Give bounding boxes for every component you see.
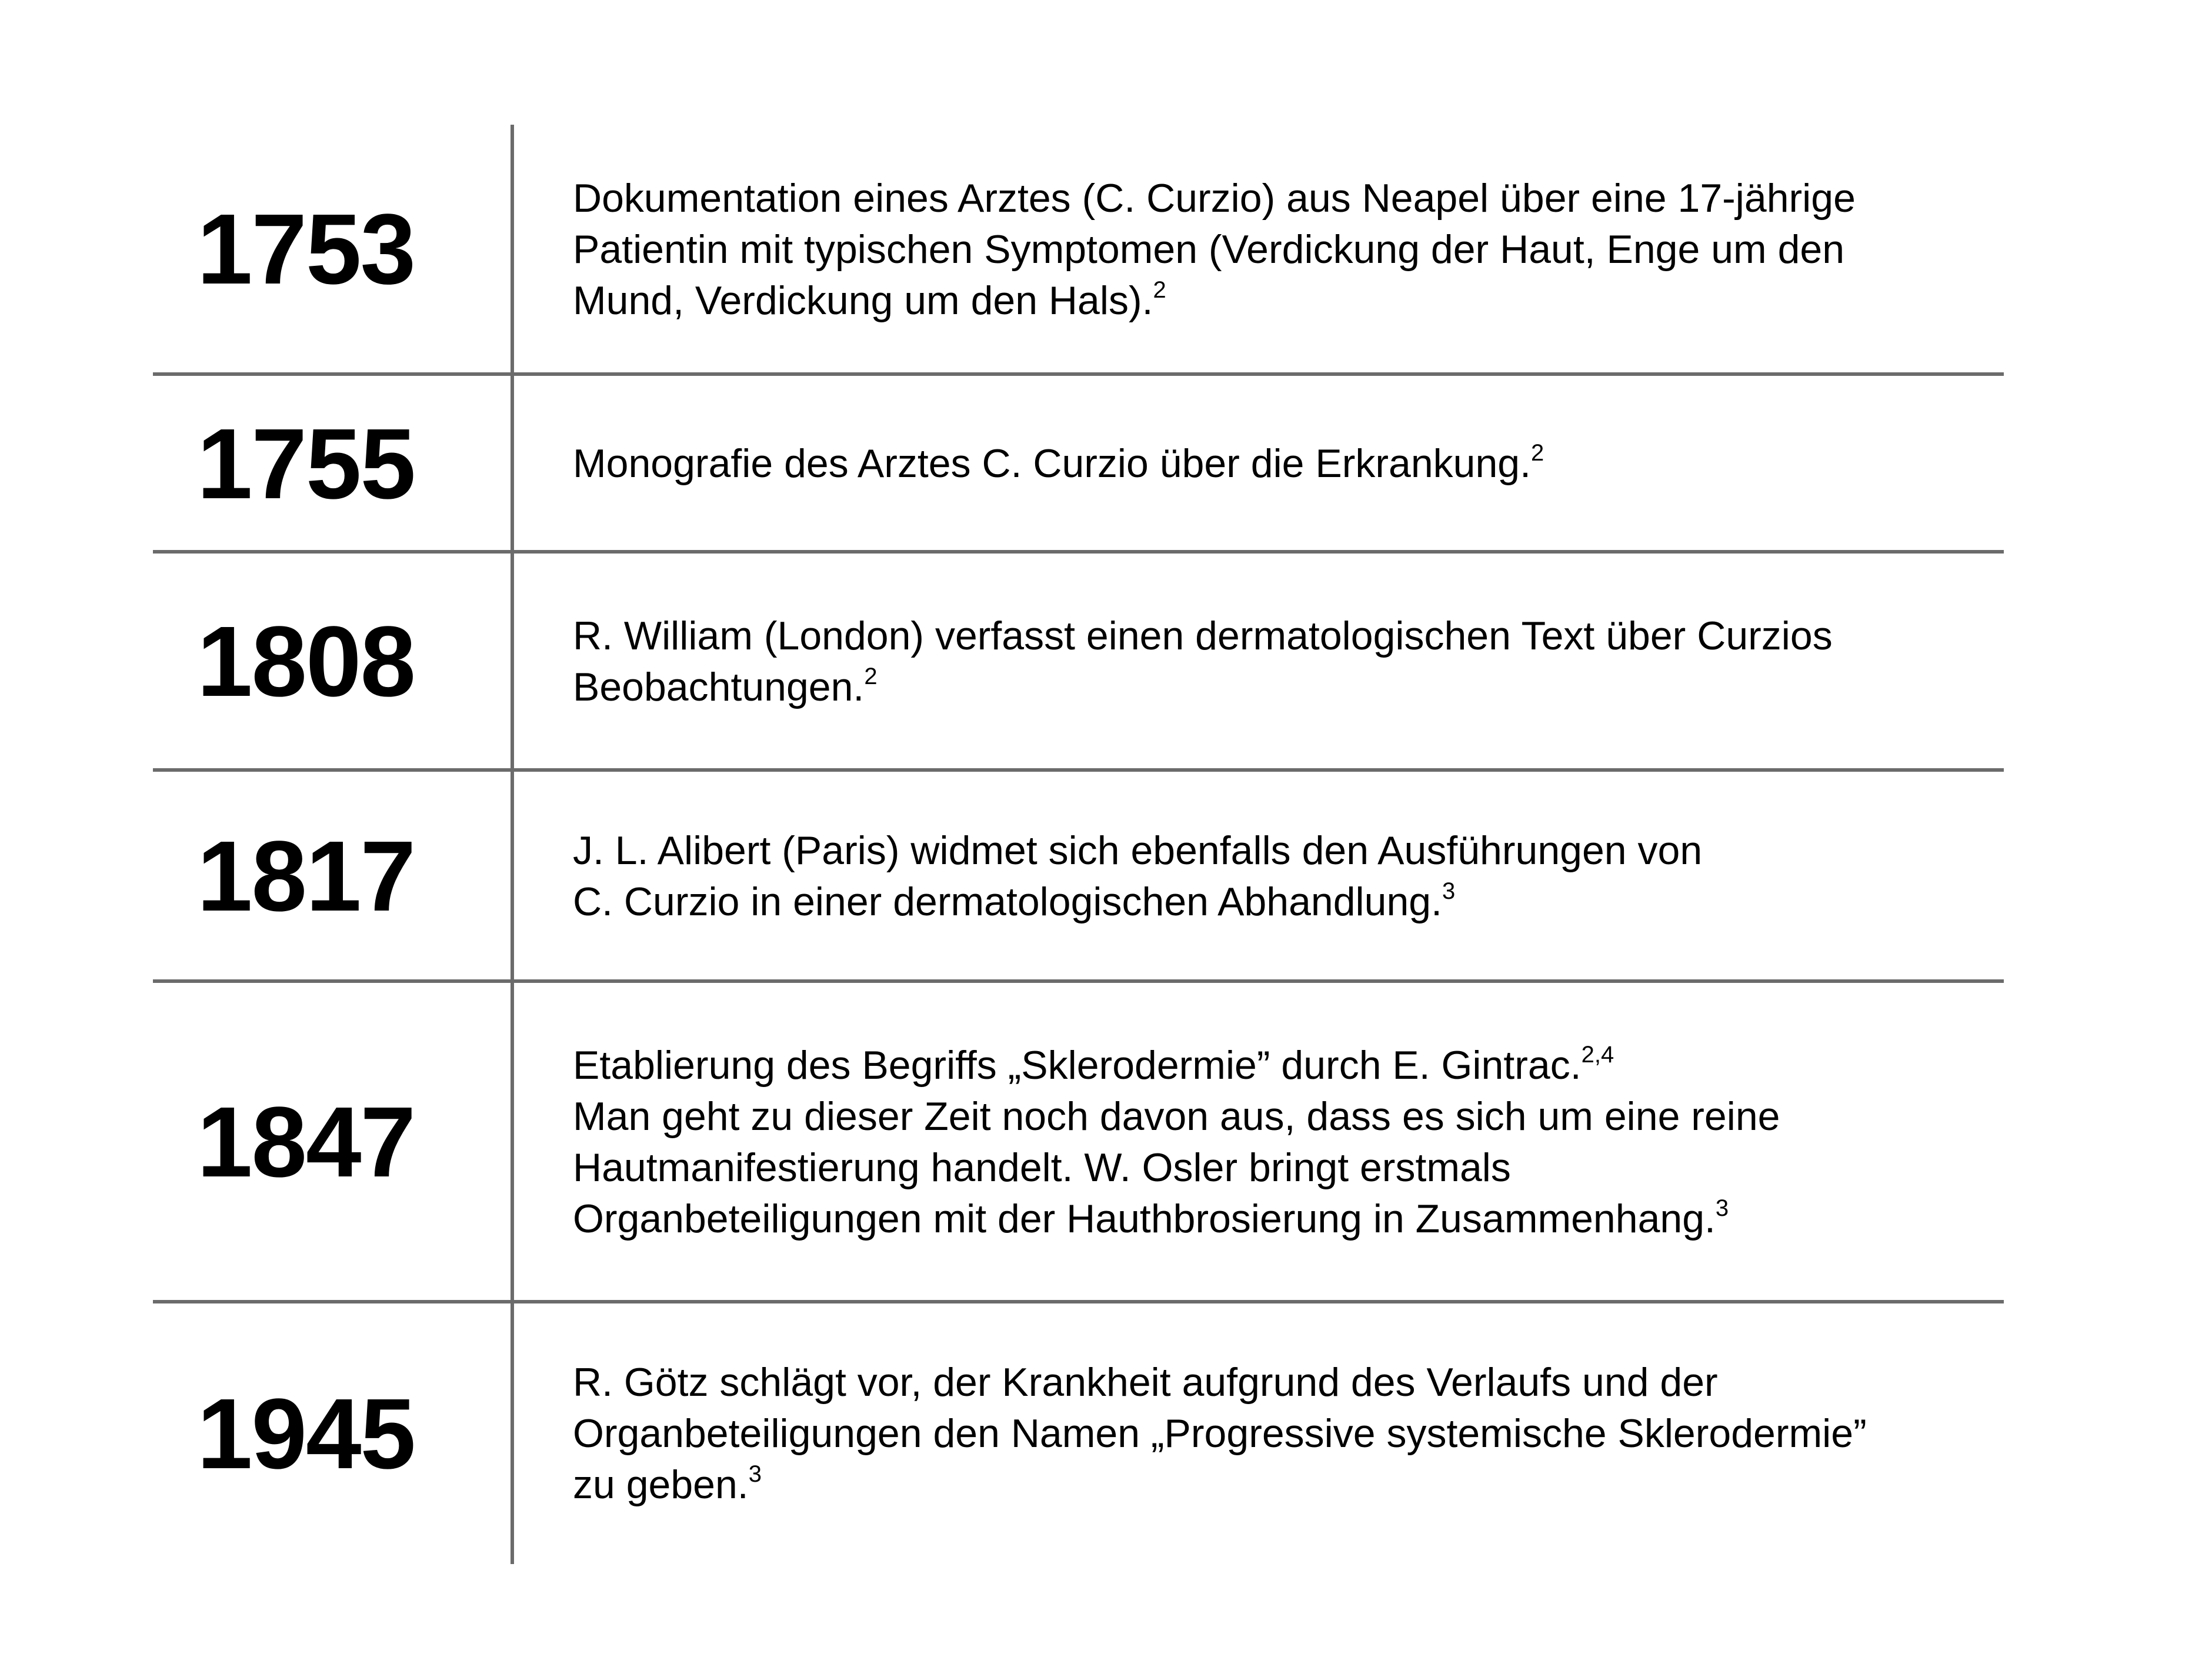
timeline-row-1755 bbox=[153, 372, 2004, 552]
text-line bbox=[573, 275, 2004, 326]
event-description bbox=[573, 1040, 2004, 1245]
text-line bbox=[573, 876, 2004, 928]
year: 1808 bbox=[196, 606, 415, 718]
event-description bbox=[573, 1357, 2004, 1511]
text: zu geben. bbox=[573, 1462, 749, 1507]
footnote-ref: 2 bbox=[864, 664, 878, 689]
footnote-ref: 3 bbox=[1715, 1195, 1729, 1221]
text-line: Hautmanifestierung handelt. W. Osler bringt erstmals bbox=[573, 1145, 1511, 1190]
text-line: J. L. Alibert (Paris) widmet sich ebenfalls den Ausführungen von bbox=[573, 828, 1703, 873]
year: 1847 bbox=[196, 1086, 415, 1198]
text: Etablierung des Begriffs „Sklerodermie” durch E. Gintrac. bbox=[573, 1043, 1582, 1088]
text: Organbeteiligungen mit der Hauthbrosierung in Zusammenhang. bbox=[573, 1196, 1716, 1241]
text: Monografie des Arztes C. Curzio über die Erkrankung. bbox=[573, 441, 1532, 486]
text-line bbox=[573, 438, 2004, 489]
footnote-ref: 2,4 bbox=[1581, 1042, 1614, 1068]
event-description bbox=[573, 825, 2004, 928]
text-line bbox=[573, 1459, 2004, 1511]
event-description bbox=[573, 438, 2004, 489]
text-line bbox=[573, 662, 2004, 713]
timeline-row-1847 bbox=[153, 979, 2004, 1302]
year: 1753 bbox=[196, 194, 415, 305]
text-line: Man geht zu dieser Zeit noch davon aus, dass es sich um eine reine bbox=[573, 1094, 1780, 1139]
text-line: Dokumentation eines Arztes (C. Curzio) aus Neapel über eine 17-jährige bbox=[573, 175, 1856, 221]
year: 1817 bbox=[196, 821, 415, 932]
timeline-row-1817 bbox=[153, 768, 2004, 981]
text: Mund, Verdickung um den Hals). bbox=[573, 278, 1153, 323]
year: 1945 bbox=[196, 1378, 415, 1490]
event-description bbox=[573, 173, 2004, 326]
year: 1755 bbox=[196, 408, 415, 520]
text-line: R. William (London) verfasst einen dermatologischen Text über Curzios bbox=[573, 614, 1833, 658]
text-line bbox=[573, 1193, 2004, 1245]
timeline-row-1808 bbox=[153, 550, 2004, 770]
text-line bbox=[573, 1040, 2004, 1091]
footnote-ref: 3 bbox=[748, 1461, 762, 1487]
event-description bbox=[573, 611, 2004, 713]
timeline-row-1945 bbox=[153, 1300, 2004, 1564]
text-line: R. Götz schlägt vor, der Krankheit aufgrund des Verlaufs und der bbox=[573, 1360, 1718, 1405]
text: C. Curzio in einer dermatologischen Abhandlung. bbox=[573, 879, 1443, 924]
timeline-row-1753 bbox=[153, 125, 2004, 374]
footnote-ref: 3 bbox=[1442, 878, 1456, 904]
text-line: Patientin mit typischen Symptomen (Verdickung der Haut, Enge um den bbox=[573, 226, 1845, 272]
text-line: Organbeteiligungen den Namen „Progressive systemische Sklerodermie” bbox=[573, 1411, 1867, 1456]
footnote-ref: 2 bbox=[1531, 440, 1544, 466]
text: Beobachtungen. bbox=[573, 665, 865, 709]
footnote-ref: 2 bbox=[1153, 276, 1166, 303]
